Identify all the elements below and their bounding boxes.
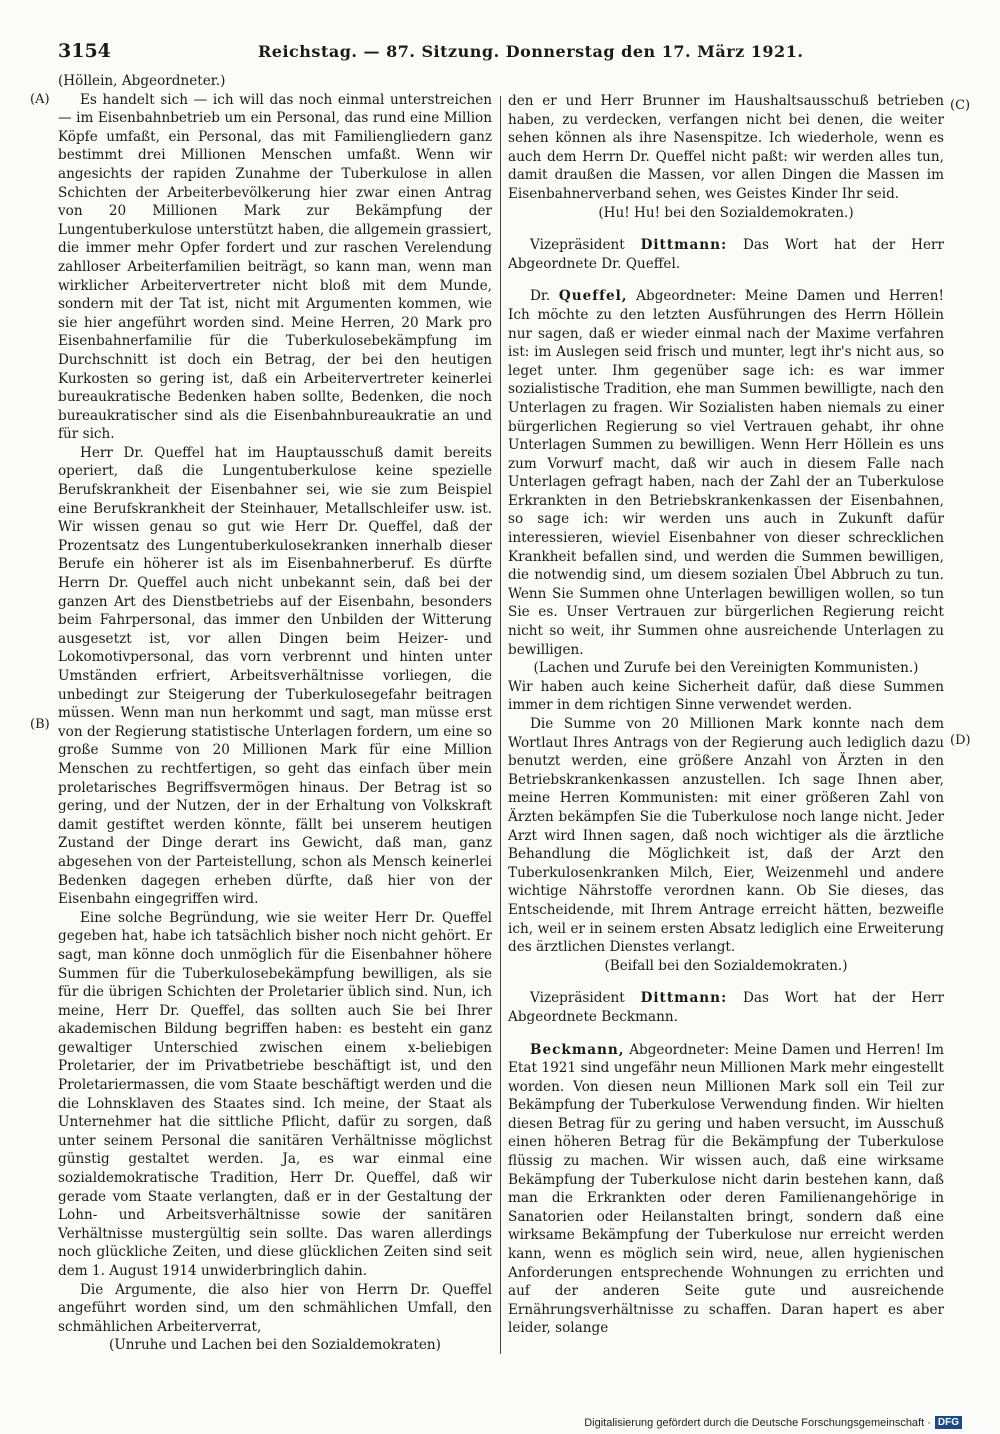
chair-statement: Vizepräsident Dittmann: Das Wort hat der Herr Abgeordnete Dr. Queffel. — [508, 237, 944, 272]
dfg-logo: DFG — [935, 1416, 962, 1429]
speaker-name: Beckmann, — [530, 1041, 625, 1058]
speaker-label: (Höllein, Abgeordneter.) — [58, 73, 226, 89]
speaker-name: Queffel, — [558, 288, 628, 305]
left-column — [58, 72, 492, 1355]
margin-marker-d: (D) — [950, 733, 971, 748]
paragraph: Eine solche Begründung, wie sie weiter Herr Dr. Queffel gegeben hat, habe ich tatsächlich bisher noch nicht gehört. Er sagt, man könne doch unmöglich für die Eisenbahner höhere Summen für die Tuberkulosebekämpfung bewilligen, als sie für die übrigen Schichten der Proletarier üblich sind. Nun, ich meine, Herr Dr. Queffel, das sollten auch Sie bei Ihrer akademischen Bildung begriffen haben: es besteht ein ganz gewaltiger Unterschied zwischen einem x-beliebigen Proletarier, der im Privatbetriebe beschäftigt ist, und den Proletariermassen, die vom Staate beschäftigt werden und die die Lohnsklaven des Staates sind. Ich meine, der Staat als Unternehmer hat die sittliche Pflicht, dafür zu sorgen, daß unter seinem Personal die sanitären Verhältnisse möglichst günstig gestaltet werden. Ja, es war einmal eine sozialdemokratische Tradition, Herr Dr. Queffel, daß wir gerade vom Staate verlangten, daß er in der Gestaltung der Lohn- und Arbeitsverhältnisse sowie der sanitären Verhältnisse mustergültig sein sollte. Das waren allerdings noch glückliche Zeiten, und diese glücklichen Zeiten sind seit dem 1. August 1914 unwiderbringlich dahin. — [58, 909, 492, 1279]
chair-statement: Vizepräsident Dittmann: Das Wort hat der Herr Abgeordnete Beckmann. — [508, 990, 944, 1025]
margin-marker-a: (A) — [30, 92, 50, 107]
paragraph: Die Summe von 20 Millionen Mark konnte nach dem Wortlaut Ihres Antrags von der Regierung auch lediglich dazu benutzt werden, eine größere Anzahl von Ärzten in den Betriebskrankenkassen anzustellen. Ich sage Ihnen aber, meine Herren Kommunisten: mit einer größeren Zahl von Ärzten bekämpfen Sie die Tuberkulose noch lange nicht. Jeder Arzt wird Ihnen sagen, daß noch wichtiger als die ärztliche Behandlung die Möglichkeit ist, daß der Arzt den Tuberkulosenkranken Milch, Eier, Weizenmehl und andere wichtige Nährstoffe verordnen kann. Ob Sie dieses, das Entscheidende, mit Ihrem Antrage erreicht hätten, bezweifle ich, weil er in seinem ersten Absatz lediglich eine Erweiterung des ärztlichen Dienstes verlangt. — [508, 716, 944, 956]
paragraph: Die Argumente, die also hier von Herrn Dr. Queffel angeführt worden sind, um den schmählichen Umfall, den schmählichen Arbeiterverrat, — [58, 1281, 492, 1335]
interjection: (Unruhe und Lachen bei den Sozialdemokraten) — [109, 1337, 441, 1354]
running-head: Reichstag. — 87. Sitzung. Donnerstag den 17. März 1921. — [258, 42, 804, 61]
paragraph: Es handelt sich — ich will das noch einmal unterstreichen — im Eisenbahnbetrieb um ein Personal, das rund eine Million Köpfe umfaßt, ein Personal, das mit Familiengliedern ganz bestimmt drei Millionen Menschen umfaßt. Wenn wir angesichts der rapiden Zunahme der Tuberkulose in allen Schichten der Arbeiterbevölkerung hier zwar einen Antrag von 20 Millionen Mark zur Bekämpfung der Lungentuberkulose unterstützt haben, die allgemein grassiert, die immer mehr Opfer fordert und zur raschen Verelendung zahlloser Arbeiterfamilien beiträgt, so kann man, wenn man wirklicher Arbeitervertreter nicht bloß mit dem Munde, sondern mit der Tat ist, nicht mit Argumenten kommen, wie sie hier angeführt worden sind. Meine Herren, 20 Mark pro Eisenbahnerfamilie für die Tuberkulosebekämpfung im Durchschnitt ist doch ein Betrag, der bei den heutigen Kurkosten so gering ist, daß ein Arbeitervertreter keinerlei bureaukratische Bedenken haben sollte, Bedenken, die noch bureaukratischer sind als die Eisenbahnbureaukratie an und für sich. — [58, 91, 492, 443]
paragraph: Wir haben auch keine Sicherheit dafür, daß diese Summen immer in dem richtigen Sinne verwendet werden. — [508, 678, 944, 714]
margin-marker-c: (C) — [950, 98, 971, 113]
paragraph: Herr Dr. Queffel hat im Hauptausschuß damit bereits operiert, daß die Lungentuberkulose keine spezielle Berufskrankheit der Eisenbahner sei, wie sie zum Beispiel eine Berufskrankheit der Steinhauer, Metallschleifer usw. ist. Wir wissen genau so gut wie Herr Dr. Queffel, daß der Prozentsatz des Lungentuberkulosekranken innerhalb dieser Berufe ein höherer ist als im Eisenbahnerberuf. Es dürfte Herrn Dr. Queffel auch nicht unbekannt sein, daß bei der ganzen Art des Dienstbetriebs auf der Eisenbahn, besonders beim Fahrpersonal, das immer den Unbilden der Witterung ausgesetzt ist, vor allen Dingen beim Heizer- und Lokomotivpersonal, das vorn verbrennt und hinten unter Umständen erfriert, Arbeitsverhältnisse vorliegen, die unbedingt zur Steigerung der Tuberkulosegefahr beitragen müssen. Wenn man nun herkommt und sagt, man müsse erst von der Regierung statistische Unterlagen fordern, um eine so große Summe von 20 Millionen Mark für eine Million Menschen zu rechtfertigen, so geht das einfach über mein proletarisches Begriffsvermögen hinaus. Der Betrag ist so gering, und der Nutzen, der in der Erhaltung von Volkskraft damit gestiftet werden könnte, fällt bei unserem heutigen Zustand der Dinge derart ins Gewicht, daß man, ganz abgesehen von der Parteistellung, schon als Mensch keinerlei Bedenken dagegen erheben dürfte, daß hier von der Eisenbahn eingegriffen wird. — [58, 444, 492, 908]
footer-credit: Digitalisierung gefördert durch die Deutsche Forschungsgemeinschaft · — [584, 1416, 931, 1429]
speech: Beckmann, Abgeordneter: Meine Damen und Herren! Im Etat 1921 sind ungefähr neun Millionen Mark mehr eingestellt worden. Von diesen neun Millionen Mark soll ein Teil zur Bekämpfung der Tuberkulose Verwendung finden. Wir hielten diesen Betrag für zu gering und haben versucht, im Ausschuß einen höheren Betrag für die Bekämpfung der Tuberkulose flüssig zu machen. Wir wissen auch, daß eine wirksame Bekämpfung der Tuberkulose nicht darin bestehen kann, daß man die Erkrankten oder deren Familienangehörige in Sanatorien oder Heilanstalten bringt, sondern daß eine wirksame Bekämpfung der Tuberkulose nur erreicht werden kann, wenn es möglich sein wird, neue, allen hygienischen Anforderungen entsprechende Wohnungen zu errichten und auf der anderen Seite gute und ausreichende Ernährungsverhältnisse zu schaffen. Daran hapert es aber leider, solange — [508, 1041, 944, 1337]
speaker-name: Dittmann: — [640, 990, 728, 1007]
speaker-name: Dittmann: — [640, 237, 728, 254]
margin-marker-b: (B) — [30, 717, 50, 732]
interjection: (Hu! Hu! bei den Sozialdemokraten.) — [598, 204, 854, 221]
page-number: 3154 — [58, 40, 111, 62]
speech: Dr. Queffel, Abgeordneter: Meine Damen und Herren! Ich möchte zu den letzten Ausführungen des Herrn Höllein nur sagen, daß er wieder einmal nach der Maxime verfahren ist: im Auslegen seid frisch und munter, legt ihr's nicht aus, so leget unter. Ihm gegenüber sage ich: es war immer sozialistische Tradition, ehe man Summen bewilligte, nach den Unterlagen zu fragen. Wir Sozialisten haben niemals zu einer bürgerlichen Regierung so viel Vertrauen gehabt, ihr ohne Unterlagen Summen zu bewilligen. Wenn Herr Höllein es uns zum Vorwurf macht, daß wir auch in diesem Falle nach Unterlagen gefragt haben, nach der Zahl der an Tuberkulose Erkrankten in den Betriebskrankenkassen der Eisenbahnen, so sage ich: wir werden uns auch in Zukunft dafür interessieren, wieviel Eisenbahner von dieser schrecklichen Krankheit befallen sind, und werden die Summen bewilligen, die notwendig sind, um diesem sozialen Übel Abbruch zu tun. Wenn Sie Summen ohne Unterlagen bewilligen wollen, so tun Sie es. Unser Vertrauen zur bürgerlichen Regierung reicht nicht so weit, ihr Summen ohne ausreichende Unterlagen zu bewilligen. — [508, 288, 944, 658]
page-header — [58, 40, 938, 68]
column-divider — [500, 96, 501, 1354]
interjection: (Lachen und Zurufe bei den Vereinigten Kommunisten.) — [533, 660, 919, 677]
interjection: (Beifall bei den Sozialdemokraten.) — [604, 957, 848, 974]
paragraph: den er und Herr Brunner im Haushaltsausschuß betrieben haben, zu verdecken, verfangen nicht bei denen, die weiter sehen können als ihre Nasenspitze. Ich wiederhole, wenn es auch dem Herrn Dr. Queffel nicht paßt: wir werden alles tun, damit draußen die Massen, vor allen Dingen die Massen im Eisenbahnerverband sehen, wes Geistes Kinder Ihr seid. — [508, 93, 944, 202]
right-column — [508, 92, 944, 1338]
digitization-footer — [584, 1416, 962, 1429]
